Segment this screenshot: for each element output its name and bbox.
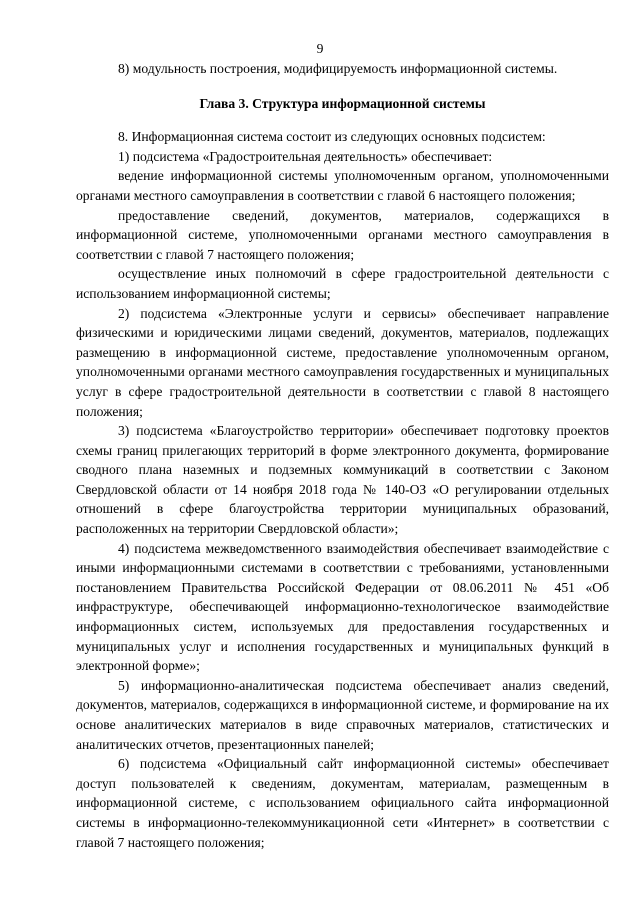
paragraph: предоставление сведений, документов, материалов, содержащихся в информационной системе, уполномоченными органами местного самоуправления в соответствии с главой 7 настоящего положения; [76,207,609,262]
paragraph: 3) подсистема «Благоустройство территории» обеспечивает подготовку проектов схемы границ прилегающих территорий в форме электронного документа, формирование сводного плана наземных и подземных коммуникаций в соответствии с Законом Свердловской области от 14 ноября 2018 года № 140-ОЗ «О регулировании отдельных отношений в сфере благоустройства территории муниципальных образований, расположенных на территории Свердловской области»; [76,423,609,537]
paragraph: 4) подсистема межведомственного взаимодействия обеспечивает взаимодействие с иными информационными системами в соответствии с требованиями, установленными постановлением Правительства Российской Федерации от 08.06.2011 № 451 «Об инфраструктуре, обеспечивающей информационно-технологическое взаимодействие информационных систем, используемых для предоставления государственных и муниципальных услуг и исполнения государственных и муниципальных функций в электронной форме»; [76,540,609,674]
paragraph: ведение информационной системы уполномоченным органом, уполномоченными органами местного самоуправления в соответствии с главой 6 настоящего положения; [76,168,609,203]
paragraph: 8) модульность построения, модифицируемость информационной системы. [118,61,558,76]
paragraph: 2) подсистема «Электронные услуги и сервисы» обеспечивает направление физическими и юридическими лицами сведений, документов, материалов, подлежащих размещению в информационной системе, предоставление уполномоченным органом, уполномоченными органами местного самоуправления государственных и муниципальных услуг в сфере градостроительной деятельности в соответствии с главой 8 настоящего положения; [76,305,609,419]
paragraph: 1) подсистема «Градостроительная деятельность» обеспечивает: [118,148,493,164]
paragraph: осуществление иных полномочий в сфере градостроительной деятельности с использованием информационной системы; [76,266,609,301]
page-number: 9 [316,41,324,56]
paragraph: 6) подсистема «Официальный сайт информационной системы» обеспечивает доступ пользователей к сведениям, документам, материалам, размещенным в информационной системе, с использованием официального сайта информационной системы в информационно-телекоммуникационной сети «Интернет» в соответствии с главой 7 настоящего положения; [76,756,609,850]
paragraph: 8. Информационная система состоит из следующих основных подсистем: [118,129,546,145]
chapter-heading: Глава 3. Структура информационной системы [199,95,486,111]
document-body [76,59,609,852]
paragraph: 5) информационно-аналитическая подсистема обеспечивает анализ сведений, документов, материалов, содержащихся в информационной системе, и формирование на их основе аналитических материалов в виде справочных материалов, статистических и аналитических отчетов, презентационных панелей; [76,677,609,752]
